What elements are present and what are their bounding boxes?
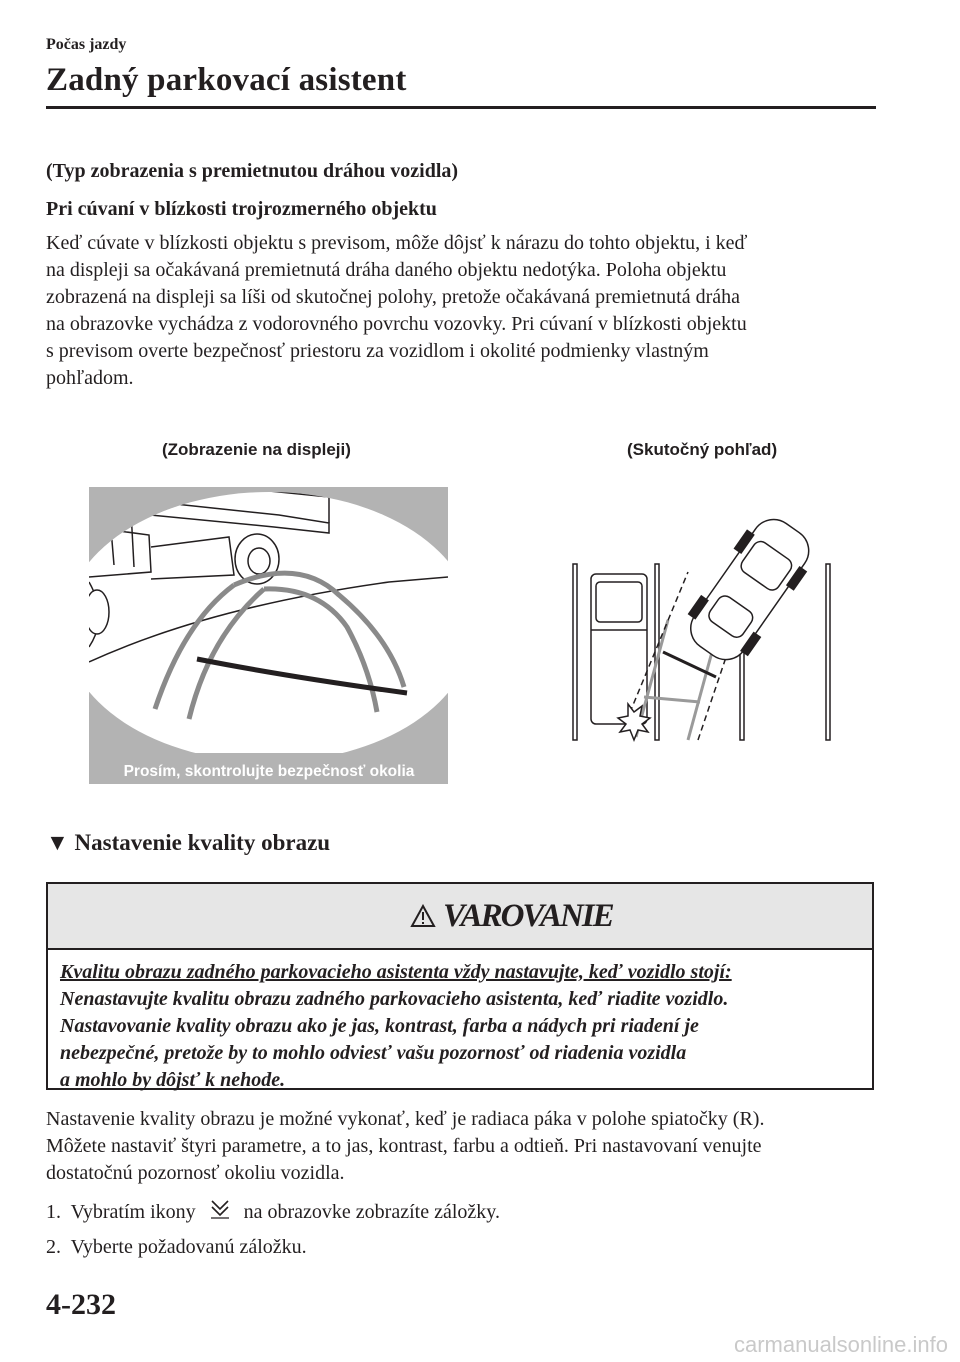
step-number: 1. (46, 1201, 61, 1223)
body-paragraph (46, 1106, 866, 1187)
double-chevron-down-icon (207, 1198, 233, 1222)
step-2 (46, 1236, 307, 1259)
step-number: 2. (46, 1236, 61, 1258)
page-title: Zadný parkovací asistent (46, 62, 407, 98)
watermark: carmanualsonline.info (733, 1332, 948, 1357)
paragraph-line: na obrazovke vychádza z vodorovného povrchu vozovky. Pri cúvaní v blízkosti objektu (46, 313, 747, 335)
overhead-parking-illustration (568, 512, 836, 748)
step-1 (46, 1198, 500, 1224)
actual-view-figure (568, 512, 836, 748)
triangle-marker-icon: ▼ (46, 830, 69, 855)
section-label: Počas jazdy (46, 36, 127, 53)
warning-box (46, 882, 874, 1090)
warning-line: Nastavovanie kvality obrazu ako je jas, kontrast, farba a nádych pri riadení je (60, 1015, 699, 1037)
paragraph-line: zobrazená na displeji sa líši od skutočnej polohy, pretože očakávaná premietnutá dráha (46, 286, 740, 308)
display-view-figure (89, 487, 448, 784)
image-quality-heading-text: Nastavenie kvality obrazu (74, 830, 331, 855)
case-heading: Pri cúvaní v blízkosti trojrozmerného objektu (46, 198, 437, 220)
warning-line: Nenastavujte kvalitu obrazu zadného parkovacieho asistenta, keď riadite vozidlo. (60, 988, 729, 1010)
step-text: Vybratím ikony (70, 1201, 196, 1223)
body-line: dostatočnú pozornosť okoliu vozidla. (46, 1162, 345, 1184)
intro-paragraph (46, 230, 866, 392)
warning-header (48, 884, 872, 950)
warning-underlined-line: Kvalitu obrazu zadného parkovacieho asistenta vždy nastavujte, keď vozidlo stojí: (60, 961, 732, 983)
warning-line: nebezpečné, pretože by to mohlo odviesť vašu pozornosť od riadenia vozidla (60, 1042, 687, 1064)
display-view-caption: (Zobrazenie na displeji) (162, 440, 351, 459)
rear-camera-screen-illustration (89, 487, 448, 784)
actual-view-caption: (Skutočný pohľad) (627, 440, 778, 459)
paragraph-line: pohľadom. (46, 367, 134, 389)
image-quality-heading (46, 830, 330, 856)
page-number: 4-232 (46, 1288, 116, 1321)
warning-line: a mohlo by dôjsť k nehode. (60, 1069, 286, 1091)
warning-title: VAROVANIE (443, 898, 613, 934)
body-line: Nastavenie kvality obrazu je možné vykonať, keď je radiaca páka v polohe spiatočky (R). (46, 1108, 765, 1130)
step-text: na obrazovke zobrazíte záložky. (243, 1201, 500, 1223)
paragraph-line: s previsom overte bezpečnosť priestoru za vozidlom i okolité podmienky vlastným (46, 340, 709, 362)
screen-warning-message: Prosím, skontrolujte bezpečnosť okolia (123, 763, 415, 780)
paragraph-line: na displeji sa očakávaná premietnutá dráha daného objektu nedotýka. Poloha objektu (46, 259, 727, 281)
step-text: Vyberte požadovanú záložku. (70, 1236, 307, 1258)
paragraph-line: Keď cúvate v blízkosti objektu s previsom, môže dôjsť k nárazu do tohto objektu, i keď (46, 232, 748, 254)
body-line: Môžete nastaviť štyri parametre, a to jas, kontrast, farbu a odtieň. Pri nastavovaní venujte (46, 1135, 762, 1157)
warning-text (60, 959, 860, 1094)
title-divider (46, 106, 876, 109)
warning-triangle-icon (410, 904, 436, 928)
type-heading: (Typ zobrazenia s premietnutou dráhou vozidla) (46, 160, 459, 182)
